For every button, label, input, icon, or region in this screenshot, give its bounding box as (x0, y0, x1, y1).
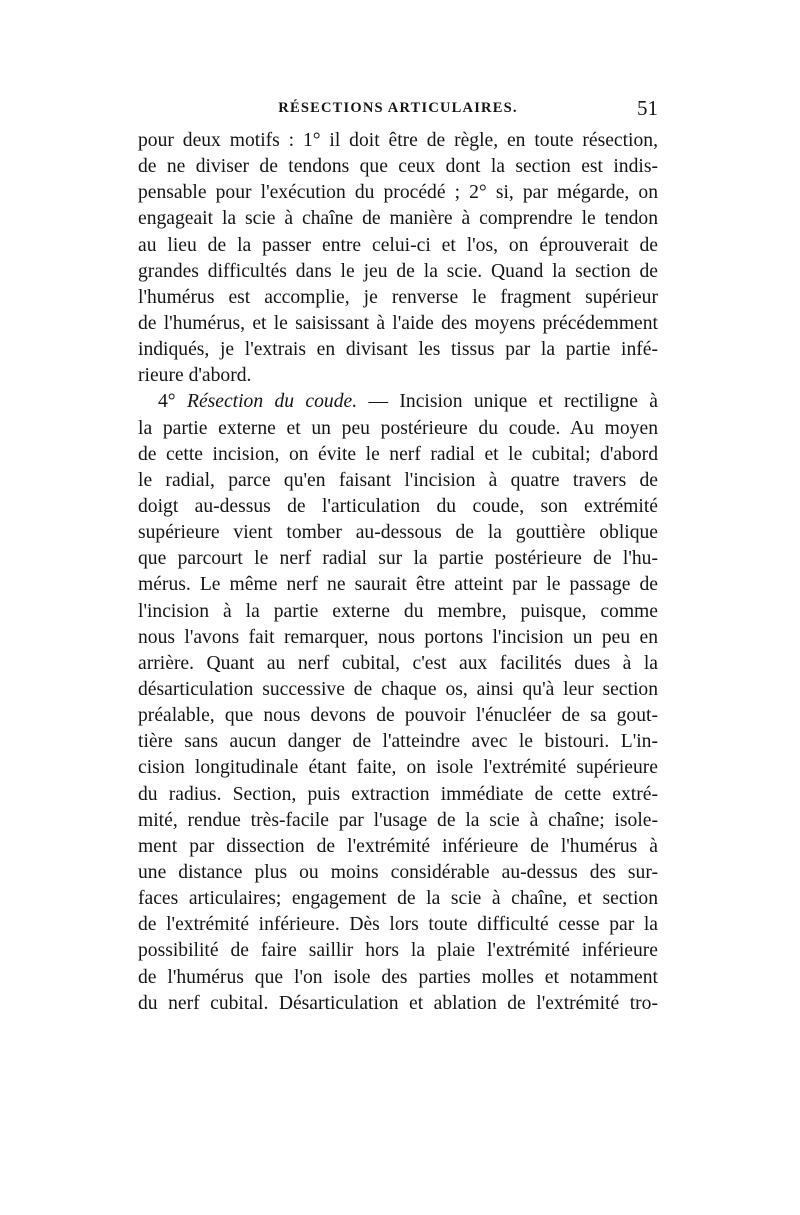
text-line: ment par dissection de l'extrémité inférieure de l'humérus à (138, 835, 658, 857)
text-line: doigt au-dessus de l'articulation du coude, son extrémité (138, 495, 658, 517)
text-line: une distance plus ou moins considérable au-dessus des sur- (138, 861, 658, 883)
text-line: cision longitudinale étant faite, on isole l'extrémité supérieure (138, 757, 658, 779)
text-line: la partie externe et un peu postérieure du coude. Au moyen (138, 417, 658, 439)
text-line: rieure d'abord. (138, 365, 252, 387)
text-line: indiqués, je l'extrais en divisant les tissus par la partie infé- (138, 339, 658, 361)
text-line: l'incision à la partie externe du membre, puisque, comme (138, 600, 658, 622)
section-first-line-text: — Incision unique et rectiligne à (357, 391, 658, 413)
text-line: pensable pour l'exécution du procédé ; 2° si, par mégarde, on (138, 182, 658, 204)
text-line: l'humérus est accomplie, je renverse le fragment supérieur (138, 286, 658, 308)
text-line: mérus. Le même nerf ne saurait être atteint par le passage de (138, 574, 658, 596)
section-number: 4° (158, 391, 176, 413)
text-line: le radial, parce qu'en faisant l'incision à quatre travers de (138, 469, 658, 491)
text-line: que parcourt le nerf radial sur la partie postérieure de l'hu- (138, 548, 658, 570)
text-line: de l'humérus, et le saisissant à l'aide des moyens précédemment (138, 312, 658, 334)
text-line: tière sans aucun danger de l'atteindre avec le bistouri. L'in- (138, 731, 658, 753)
text-line: de ne diviser de tendons que ceux dont la section est indis- (138, 156, 658, 178)
text-line: engageait la scie à chaîne de manière à comprendre le tendon (138, 208, 658, 230)
text-line: du nerf cubital. Désarticulation et ablation de l'extrémité tro- (138, 992, 658, 1014)
text-line: supérieure vient tomber au-dessous de la gouttière oblique (138, 522, 658, 544)
text-line: du radius. Section, puis extraction immédiate de cette extré- (138, 783, 658, 805)
text-line: arrière. Quant au nerf cubital, c'est aux facilités dues à la (138, 652, 658, 674)
text-line: au lieu de la passer entre celui-ci et l'os, on éprouverait de (138, 234, 658, 256)
body-text (138, 128, 658, 1017)
text-line: mité, rendue très-facile par l'usage de la scie à chaîne; isole- (138, 809, 658, 831)
page-number: 51 (637, 96, 658, 120)
running-head (138, 96, 658, 120)
text-line: préalable, que nous devons de pouvoir l'énucléer de sa gout- (138, 705, 658, 727)
text-line: faces articulaires; engagement de la scie à chaîne, et section (138, 888, 658, 910)
section-heading-line (138, 389, 658, 415)
section-title: Résection du coude. (186, 391, 358, 413)
text-line: de l'extrémité inférieure. Dès lors toute difficulté cesse par la (138, 914, 658, 936)
text-line: pour deux motifs : 1° il doit être de règle, en toute résection, (138, 130, 658, 151)
text-line: désarticulation successive de chaque os, ainsi qu'à leur section (138, 678, 658, 700)
text-line: grandes difficultés dans le jeu de la scie. Quand la section de (138, 260, 658, 282)
text-line: possibilité de faire saillir hors la plaie l'extrémité inférieure (138, 940, 658, 962)
text-line: de l'humérus que l'on isole des parties molles et notamment (138, 966, 658, 988)
running-head-title: RÉSECTIONS ARTICULAIRES. (278, 100, 518, 116)
text-line: nous l'avons fait remarquer, nous portons l'incision un peu en (138, 626, 658, 648)
text-line: de cette incision, on évite le nerf radial et le cubital; d'abord (138, 443, 658, 465)
